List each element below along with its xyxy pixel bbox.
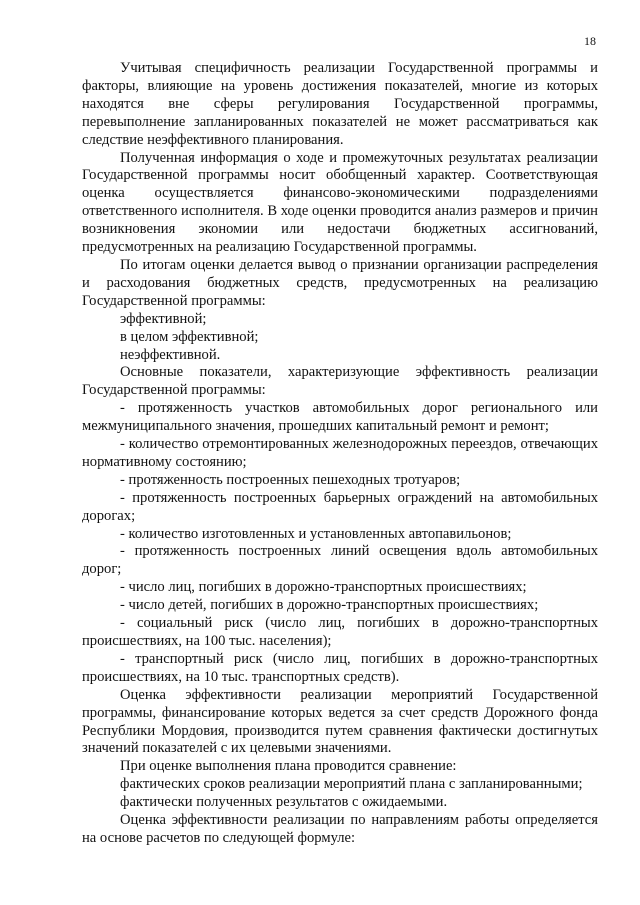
paragraph: При оценке выполнения плана проводится сравнение: [120,758,457,775]
paragraph: - число лиц, погибших в дорожно-транспортных происшествиях; [120,579,527,596]
paragraph: Оценка эффективности реализации по направлениям работы определяется на основе расчетов по следующей формуле: [82,812,598,846]
paragraph: - социальный риск (число лиц, погибших в дорожно-транспортных происшествиях, на 100 тыс. населения); [82,615,598,649]
document-body [82,60,598,848]
paragraph: Оценка эффективности реализации мероприятий Государственной программы, финансирование которых ведется за счет средств Дорожного фонда Республики Мордовия, производится путем сравнения фактически достигнутых значений показателей с их целевыми значениями. [82,686,598,757]
paragraph: - протяженность построенных барьерных ограждений на автомобильных дорогах; [82,489,598,524]
list-item: эффективной; [120,310,207,327]
page-number: 18 [584,34,596,48]
paragraph: - протяженность построенных линий освещения вдоль автомобильных дорог; [82,543,598,578]
list-item: в целом эффективной; [120,328,259,345]
paragraph: По итогам оценки делается вывод о признании организации распределения и расходования бюджетных средств, предусмотренных на реализацию Государственной программы: [82,256,598,309]
paragraph: - число детей, погибших в дорожно-транспортных происшествиях; [120,597,539,614]
paragraph: - транспортный риск (число лиц, погибших в дорожно-транспортных происшествиях, на 10 тыс. транспортных средств). [82,650,598,685]
paragraph: - количество отремонтированных железнодорожных переездов, отвечающих нормативному состоянию; [82,436,598,470]
paragraph: фактически полученных результатов с ожидаемыми. [120,794,448,811]
paragraph: Полученная информация о ходе и промежуточных результатах реализации Государственной программы носит обобщенный характер. Соответствующая оценка осуществляется финансово-экономическими подразделениями ответственного исполнителя. В ходе оценки проводится анализ размеров и причин возникновения экономии или недостачи бюджетных ассигнований, предусмотренных на реализацию Государственной программы. [82,149,598,256]
paragraph: Учитывая специфичность реализации Государственной программы и факторы, влияющие на уровень достижения показателей, многие из которых находятся вне сферы регулирования Государственной программы, перевыполнение запланированных показателей не может рассматриваться как следствие неэффективного планирования. [82,60,598,148]
list-item: неэффективной. [120,346,221,363]
paragraph: Основные показатели, характеризующие эффективность реализации Государственной программы: [82,364,598,399]
paragraph: фактических сроков реализации мероприятий плана с запланированными; [120,776,583,793]
paragraph: - протяженность участков автомобильных дорог регионального или межмуниципального значения, прошедших капитальный ремонт и ремонт; [82,400,598,435]
paragraph: - количество изготовленных и установленных автопавильонов; [120,525,512,542]
paragraph: - протяженность построенных пешеходных тротуаров; [120,471,461,488]
